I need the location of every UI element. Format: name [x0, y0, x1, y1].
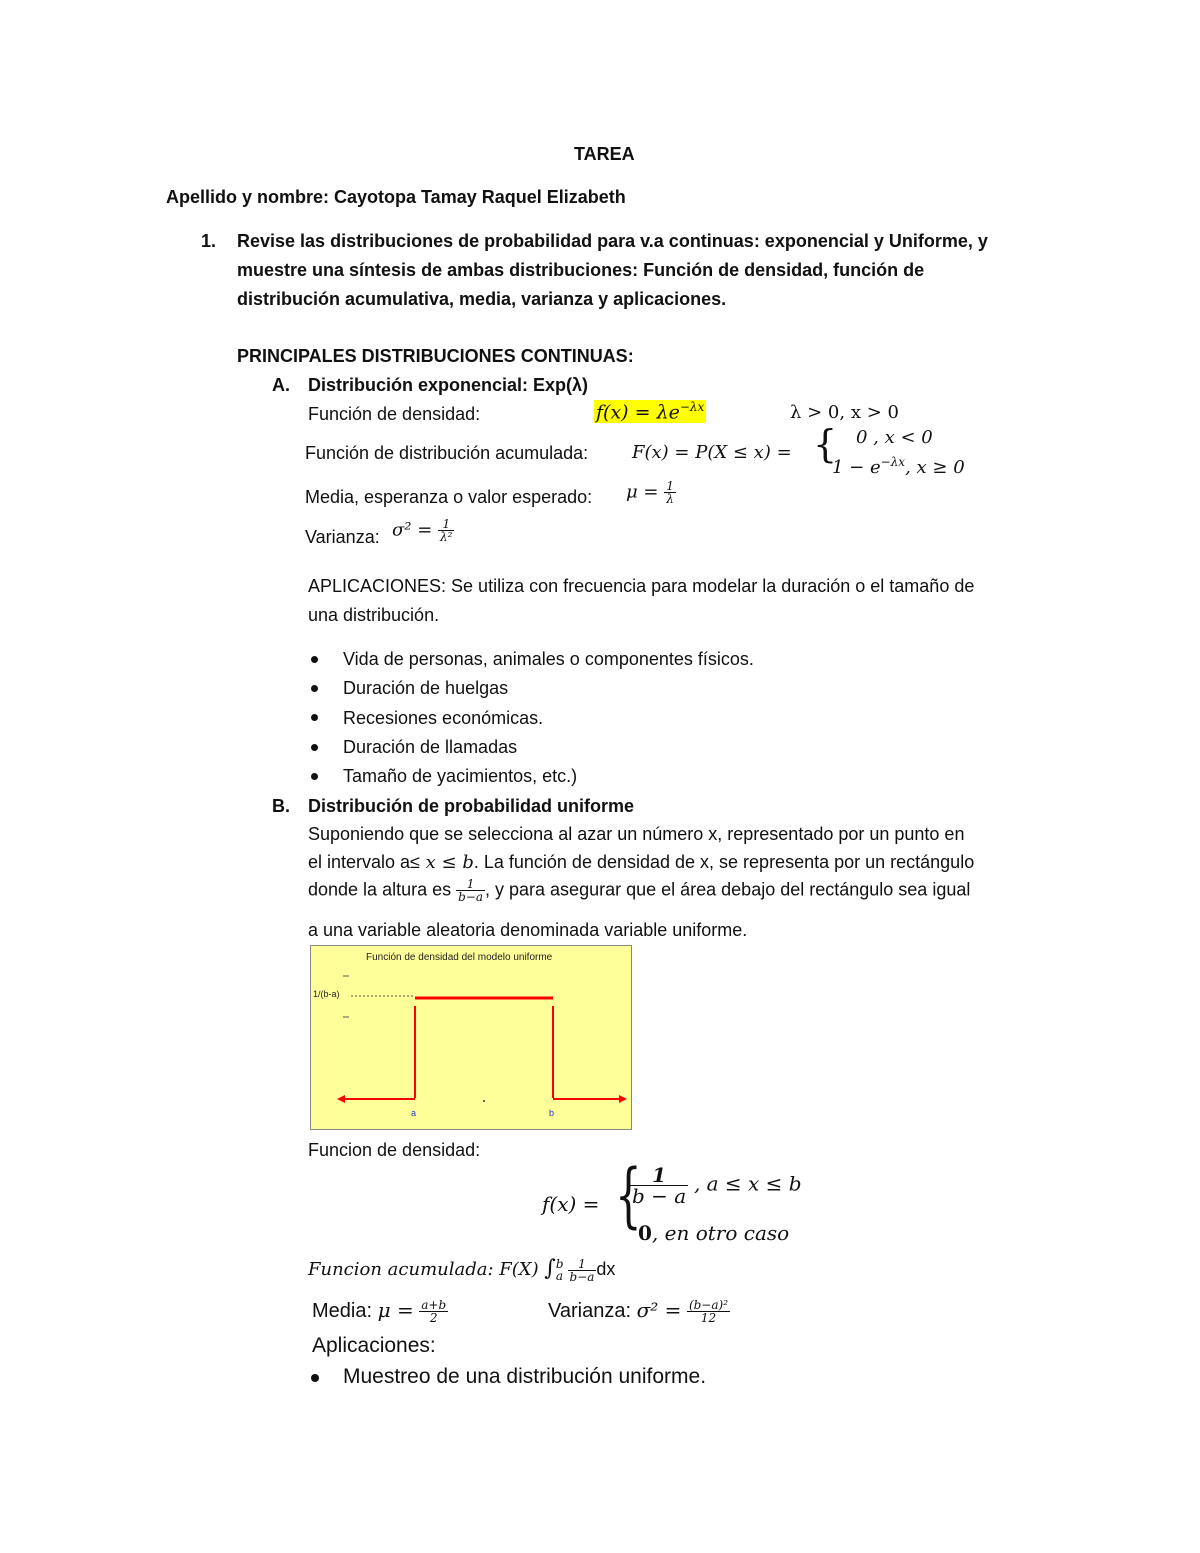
right-arrow-icon	[619, 1095, 627, 1103]
unif-f-case-2	[638, 1221, 789, 1245]
bullet-icon	[311, 744, 318, 751]
unif-interval-text: el intervalo a≤	[308, 852, 420, 872]
uniform-density-figure	[310, 945, 632, 1130]
unif-mean-numerator: a+b	[421, 1298, 447, 1313]
unif-variance-lhs: σ² =	[636, 1298, 682, 1322]
exp-mean-denominator: λ	[666, 492, 674, 506]
exp-cdf-case-2-lhs: 1 − e	[832, 457, 881, 478]
integral-upper: b	[555, 1257, 564, 1271]
exp-cdf-brace: {	[813, 422, 838, 466]
exp-app-item-4: Duración de llamadas	[343, 737, 518, 757]
exp-variance-label: Varianza:	[305, 527, 380, 547]
figure-title: Función de densidad del modelo uniforme	[366, 952, 553, 963]
unif-cumulative-fraction	[568, 1258, 597, 1283]
exp-applications-line-1: APLICACIONES: Se utiliza con frecuencia para modelar la duración o el tamaño de	[308, 576, 975, 596]
exp-cdf-case-1: 0 , x < 0	[856, 427, 933, 448]
exp-cdf-label: Función de distribución acumulada:	[305, 443, 589, 463]
integral-sign-icon: ∫	[544, 1256, 556, 1281]
unif-paragraph-line-4: a una variable aleatoria denominada variable uniforme.	[308, 920, 748, 940]
unif-cumulative-dx: dx	[596, 1259, 616, 1279]
exp-mean-numerator: 1	[666, 479, 674, 493]
section-heading: PRINCIPALES DISTRIBUCIONES CONTINUAS:	[237, 346, 634, 366]
exp-cdf-formula: F(x) = P(X ≤ x) =	[632, 442, 792, 463]
section-b-letter: B.	[272, 796, 290, 816]
unif-density-label: Funcion de densidad:	[308, 1140, 481, 1160]
unif-variance-line	[548, 1298, 730, 1324]
unif-cumulative-label: Funcion acumulada:	[308, 1259, 494, 1280]
exp-variance-numerator: 1	[438, 518, 454, 531]
section-b-heading: Distribución de probabilidad uniforme	[308, 796, 635, 816]
figure-x-label-a: a	[411, 1108, 417, 1118]
bullet-icon	[311, 1374, 319, 1382]
unif-interval-math: x ≤ b	[419, 852, 474, 873]
unif-f-lhs: f(x) =	[542, 1192, 600, 1216]
unif-cumulative-denominator: b−a	[569, 1269, 595, 1284]
unif-f-numerator: 1	[630, 1165, 688, 1186]
exp-app-item-1: Vida de personas, animales o componentes físicos.	[343, 649, 754, 669]
unif-cumulative-line	[308, 1256, 615, 1283]
question-line-3: distribución acumulativa, media, varianza y aplicaciones.	[237, 289, 727, 309]
exp-density-formula	[594, 400, 706, 423]
exp-variance-denominator: λ²	[440, 530, 453, 544]
unif-paragraph-line-1: Suponiendo que se selecciona al azar un número x, representado por un punto en	[308, 824, 965, 844]
question-line-1: Revise las distribuciones de probabilidad para v.a continuas: exponencial y Uniforme, y	[237, 231, 988, 251]
question-line-2: muestre una síntesis de ambas distribuciones: Función de densidad, función de	[237, 260, 925, 280]
unif-height-numerator: 1	[456, 878, 485, 891]
section-a-heading: Distribución exponencial: Exp(λ)	[308, 375, 589, 395]
unif-height-denominator: b−a	[458, 890, 484, 904]
bullet-icon	[311, 656, 318, 663]
unif-interval-rest: . La función de densidad de x, se representa por un rectángulo	[473, 852, 975, 872]
unif-variance-numerator: (b−a)²	[688, 1298, 729, 1313]
unif-f-fraction	[630, 1165, 688, 1206]
bullet-icon	[311, 773, 318, 780]
exp-cdf-case-2-cond: , x ≥ 0	[905, 457, 965, 478]
section-a-letter: A.	[272, 375, 290, 395]
unif-mean-line	[312, 1298, 448, 1324]
exp-mean-formula	[626, 480, 676, 505]
figure-x-label-b: b	[549, 1108, 555, 1118]
unif-application-item: Muestreo de una distribución uniforme.	[343, 1365, 707, 1388]
exp-app-item-2: Duración de huelgas	[343, 678, 509, 698]
unif-paragraph-line-2	[308, 852, 974, 873]
exp-variance-formula	[392, 518, 454, 543]
exp-mean-lhs: μ =	[626, 481, 659, 503]
bullet-icon	[311, 685, 318, 692]
document-title: TAREA	[574, 144, 635, 164]
bullet-icon	[311, 714, 318, 721]
exp-cdf-case-2	[832, 455, 965, 478]
unif-applications-label: Aplicaciones:	[312, 1334, 436, 1357]
axis-dot	[483, 1100, 485, 1102]
unif-height-rest: , y para asegurar que el área debajo del rectángulo sea igual	[485, 879, 971, 900]
student-name: Apellido y nombre: Cayotopa Tamay Raquel Elizabeth	[166, 187, 626, 207]
exp-applications-line-2: una distribución.	[308, 605, 440, 625]
unif-variance-fraction	[687, 1299, 730, 1324]
unif-mean-fraction	[419, 1299, 448, 1324]
left-arrow-icon	[337, 1095, 345, 1103]
unif-variance-label: Varianza:	[548, 1300, 632, 1322]
unif-mean-label: Media:	[312, 1300, 373, 1322]
unif-cumulative-lhs: F(X)	[499, 1259, 539, 1280]
unif-mean-denominator: 2	[429, 1311, 438, 1326]
question-number: 1.	[201, 231, 217, 251]
exp-density-label: Función de densidad:	[308, 404, 481, 424]
exp-variance-lhs: σ² =	[392, 519, 433, 541]
unif-cumulative-numerator: 1	[568, 1258, 597, 1271]
integral-limits	[556, 1258, 564, 1282]
unif-f-denominator: b − a	[632, 1184, 687, 1208]
unif-mean-lhs: μ =	[377, 1298, 414, 1322]
integral-lower: a	[555, 1269, 563, 1283]
uniform-density-plot	[311, 946, 631, 1129]
exp-density-exponent: −λx	[679, 400, 705, 414]
unif-f-case-1-cond: , a ≤ x ≤ b	[693, 1171, 802, 1196]
unif-variance-denominator: 12	[700, 1311, 717, 1326]
exp-app-item-3: Recesiones económicas.	[343, 708, 544, 728]
exp-mean-fraction	[664, 480, 676, 505]
unif-height-fraction	[456, 878, 485, 903]
exp-app-item-5: Tamaño de yacimientos, etc.)	[343, 766, 578, 786]
exp-density-lhs: f(x) = λe	[596, 401, 680, 424]
figure-y-label: 1/(b-a)	[313, 989, 340, 999]
exp-mean-label: Media, esperanza o valor esperado:	[305, 487, 593, 507]
exp-cdf-case-2-exponent: −λx	[880, 455, 906, 469]
unif-f-case-2-cond: , en otro caso	[651, 1221, 790, 1245]
unif-f-brace: {	[615, 1154, 642, 1236]
exp-density-condition: λ > 0, x > 0	[790, 402, 899, 423]
unif-f-case-2-value: 0	[638, 1221, 652, 1245]
unif-f-case-1	[630, 1165, 802, 1206]
unif-height-text: donde la altura es	[308, 879, 452, 900]
exp-variance-fraction	[438, 518, 454, 543]
unif-paragraph-line-3	[308, 878, 970, 903]
